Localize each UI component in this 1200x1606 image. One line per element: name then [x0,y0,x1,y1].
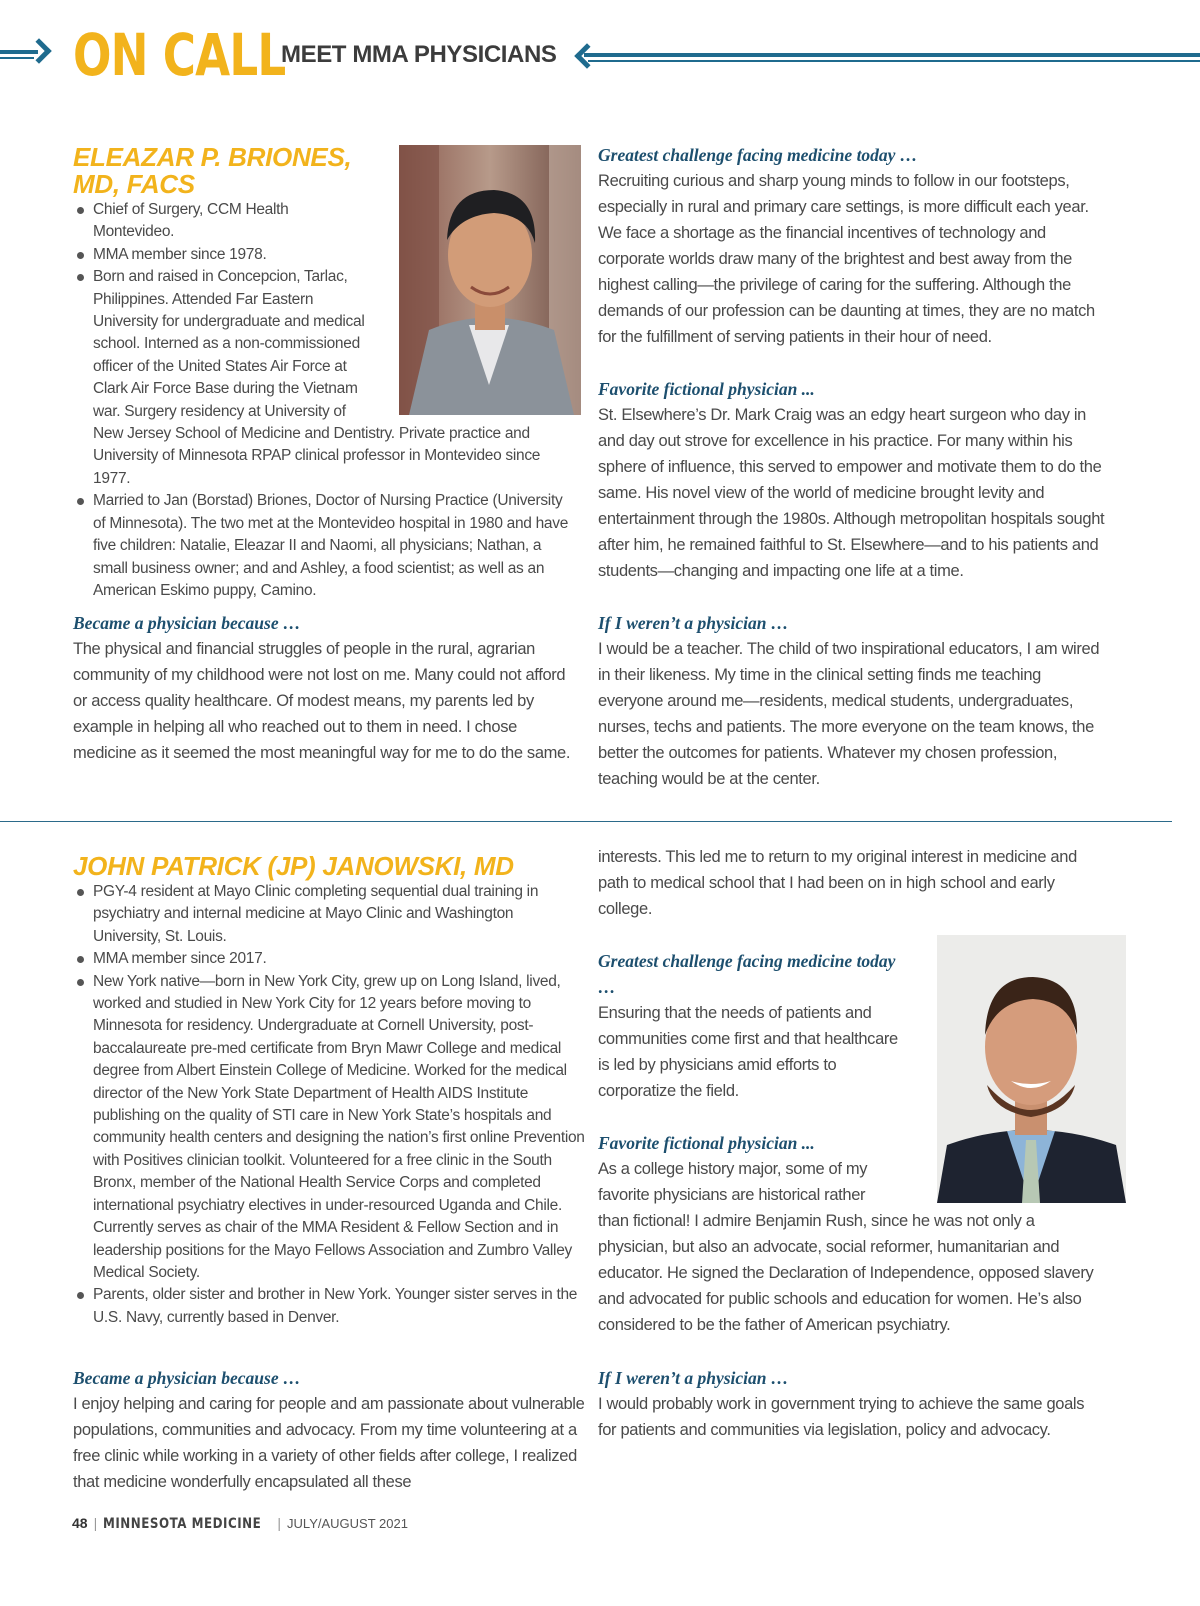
issue-date: JULY/AUGUST 2021 [287,1516,408,1531]
list-item: PGY-4 resident at Mayo Clinic completing sequential dual training in psychiatry and internal medicine at Mayo Clinic and Washington University, St. Louis. [73,881,585,948]
list-item: Parents, older sister and brother in New York. Younger sister serves in the U.S. Navy, currently based in Denver. [73,1284,585,1329]
physician-1-fictional-section [598,376,1110,584]
list-item: MMA member since 2017. [73,948,585,970]
became-text: I enjoy helping and caring for people and am passionate about vulnerable populations, communities and advocacy. From my time volunteering at a free clinic while working in a variety of other fields after college, I realized that medicine wonderfully encapsulated all these [73,1395,585,1491]
section-divider [0,821,1172,822]
physician-1-name-line1: ELEAZAR P. BRIONES, [73,142,352,172]
physician-1-became-section [73,610,573,766]
werent-text: I would be a teacher. The child of two inspirational educators, I am wired in their likeness. My time in the clinical setting finds me teaching everyone around me—residents, medical students, undergraduates, nurses, techs and patients. The more everyone on the team knows, the better the outcomes for patients. Whatever my chosen profession, teaching would be at the center. [598,640,1100,788]
physician-2-challenge-section [598,948,898,1104]
physician-1-werent-section [598,610,1110,792]
werent-heading: If I weren’t a physician … [598,613,789,633]
physician-1-bio-list [73,199,573,602]
became-text: The physical and financial struggles of people in the rural, agrarian community of my childhood were not lost on me. Many could not afford or access quality healthcare. Of modest means, my parents led by example in helping all who reached out to them in need. I chose medicine as it seemed the most meaningful way for me to do the same. [73,640,571,762]
fictional-text [598,1156,1103,1338]
physician-2-werent-section [598,1365,1103,1443]
physician-2-became-section [73,1365,585,1495]
became-heading: Became a physician because … [73,613,301,633]
physician-1-name-line2: MD, FACS [73,169,195,199]
list-item: Chief of Surgery, CCM Health Montevideo. [73,199,573,244]
header-rule-right [584,53,1200,57]
became-text-continued: interests. This led me to return to my original interest in medicine and path to medical school that I had been on in high school and early college. [598,848,1077,918]
challenge-heading: Greatest challenge facing medicine today … [598,145,918,165]
list-item [73,266,573,490]
challenge-text: Ensuring that the needs of patients and communities come first and that healthcare is led by physicians amid efforts to corporatize the field. [598,1004,898,1100]
page-footer [72,1515,408,1532]
list-item: New York native—born in New York City, grew up on Long Island, lived, worked and studied in New York City for 12 years before moving to Minnesota for residency. Undergraduate at Cornell University, post-baccalaureate pre-med certificate from Bryn Mawr College and medical degree from Albert Einstein College of Medicine. Worked for the medical director of the New York State Department of Health AIDS Institute publishing on the quality of STI care in New York State’s hospitals and community health centers and designing the nation’s first online Prevention with Positives clinician toolkit. Volunteered for a free clinic in the South Bronx, member of the National Health Service Corps and completed international psychiatry electives in under-resourced Uganda and Chile. Currently serves as chair of the MMA Resident & Fellow Section and in leadership positions for the Mayo Fellows Association and Zumbro Valley Medical Society. [73,971,585,1285]
header-rule-left-thin [0,57,34,59]
arrow-right-icon [26,38,51,63]
physician-2-fictional-section [598,1130,1103,1338]
bio-text: Born and raised in Concepcion, Tarlac, Philippines. Attended Far Eastern University for undergraduate and medical school. Interned as a non-commissioned officer of the United States Air Force at Clark Air Force Base during the Vietnam war. Surgery residency at University of New Jersey School of Medicine and Dentistry. Private practice and University of Minnesota RPAP clinical professor in Montevideo since 1977. [93,268,541,487]
challenge-text: Recruiting curious and sharp young minds to follow in our footsteps, especially in rural and primary care settings, is more difficult each year. We face a shortage as the financial incentives of technology and corporate worlds draw many of the brightest and best away from the highest calling—the privilege of caring for the suffering. Although the demands of our profession can be daunting at times, they are no match for the fulfillment of serving patients in their hour of need. [598,172,1095,346]
fictional-text-content: As a college history major, some of my favorite physicians are historical rather than fictional! I admire Benjamin Rush, since he was not only a physician, but also an advocate, social reformer, humanitarian and educator. He signed the Declaration of Independence, opposed slavery and advocated for public schools and education for women. He’s also considered to be the father of American psychiatry. [598,1160,1094,1334]
page-number: 48 [72,1515,88,1531]
fictional-heading: Favorite fictional physician ... [598,379,815,399]
section-title: ON CALL [73,21,286,89]
fictional-heading: Favorite fictional physician ... [598,1133,815,1153]
section-subtitle: MEET MMA PHYSICIANS [281,41,557,68]
became-heading: Became a physician because … [73,1368,301,1388]
publication-name: MINNESOTA MEDICINE [103,1516,262,1532]
challenge-heading: Greatest challenge facing medicine today … [598,951,896,997]
physician-1-challenge-section [598,142,1110,350]
werent-heading: If I weren’t a physician … [598,1368,789,1388]
header-rule-right-thin [588,60,1200,62]
physician-2-bio-list [73,881,585,1329]
werent-text: I would probably work in government trying to achieve the same goals for patients and communities via legislation, policy and advocacy. [598,1395,1085,1439]
physician-1-name [73,144,351,198]
list-item: Married to Jan (Borstad) Briones, Doctor of Nursing Practice (University of Minnesota). The two met at the Montevideo hospital in 1980 and have five children: Natalie, Eleazar II and Naomi, all physicians; Nathan, a small business owner; and and Ashley, a food scientist; as well as an American Eskimo puppy, Camino. [73,490,573,602]
footer-separator: | [277,1515,282,1531]
fictional-text: St. Elsewhere’s Dr. Mark Craig was an edgy heart surgeon who day in and day out strove for excellence in his practice. For many within his sphere of influence, this served to empower and motivate them to do the same. His novel view of the world of medicine brought levity and entertainment through the 1980s. Although metropolitan hospitals sought after him, he remained faithful to St. Elsewhere—and to his patients and students—changing and impacting one life at a time. [598,406,1105,580]
physician-2-name: JOHN PATRICK (JP) JANOWSKI, MD [73,851,514,881]
list-item: MMA member since 1978. [73,244,573,266]
footer-separator: | [93,1515,98,1531]
